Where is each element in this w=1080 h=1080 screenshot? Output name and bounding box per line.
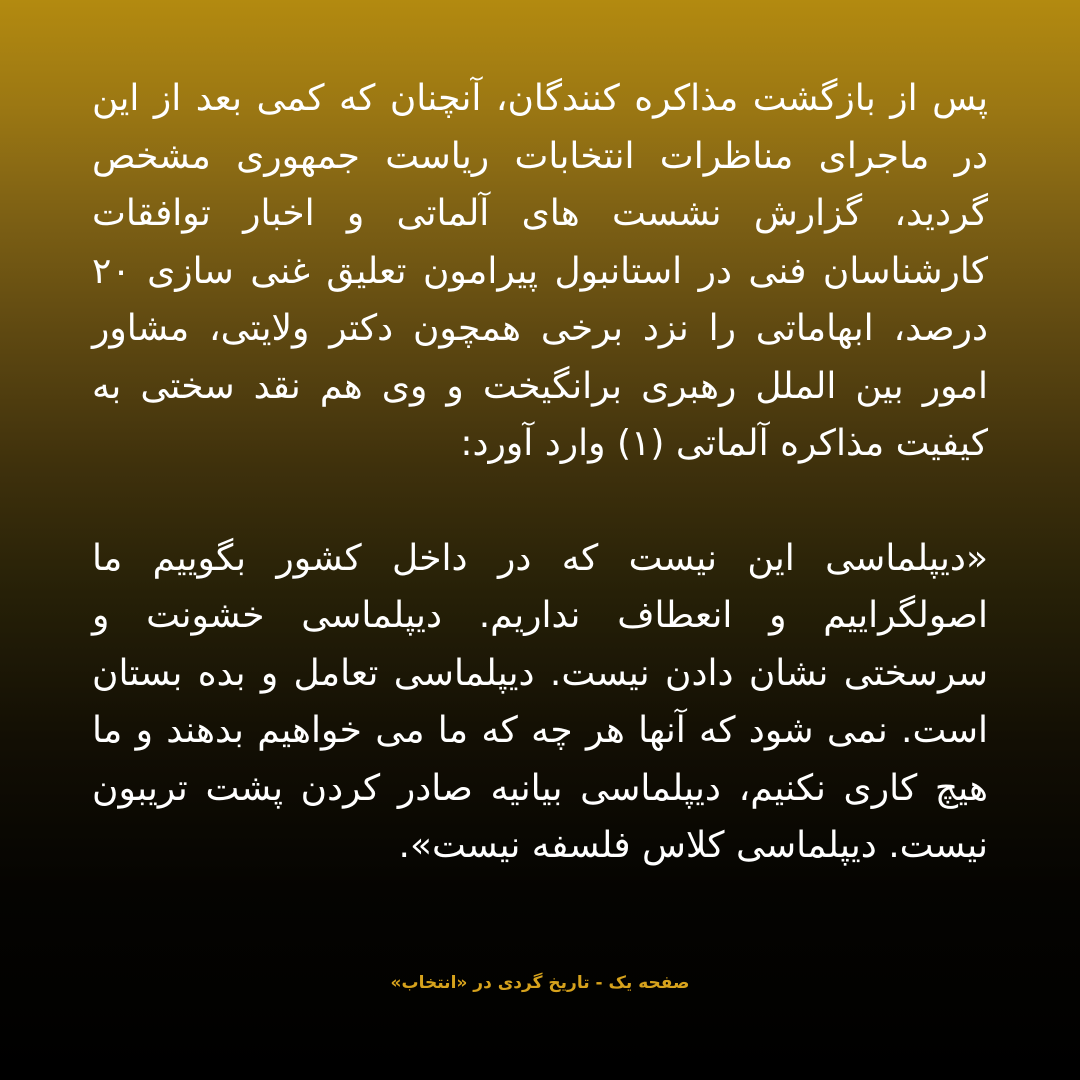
article-body — [92, 70, 988, 875]
quote-paragraph: «دیپلماسی این نیست که در داخل کشور بگوییم ما اصولگراییم و انعطاف نداریم. دیپلماسی خشونت و سرسختی نشان دادن نیست. دیپلماسی تعامل و بده بستان است. نمی شود که آنها هر چه که ما می خواهیم بدهند و ما هیچ کاری نکنیم، دیپلماسی بیانیه صادر کردن پشت تریبون نیست. دیپلماسی کلاس فلسفه نیست». — [92, 537, 988, 866]
intro-paragraph: پس از بازگشت مذاکره کنندگان، آنچنان که کمی بعد از این در ماجرای مناظرات انتخابات ریاست جمهوری مشخص گردید، گزارش نشست های آلماتی و اخبار توافقات کارشناسان فنی در استانبول پیرامون تعلیق غنی سازی ۲۰ درصد، ابهاماتی را نزد برخی همچون دکتر ولایتی، مشاور امور بین الملل رهبری برانگیخت و وی هم نقد سختی به کیفیت مذاکره آلماتی (۱) وارد آورد: — [92, 78, 988, 464]
footer-caption: صفحه یک - تاریخ گردی در «انتخاب» — [390, 973, 690, 993]
